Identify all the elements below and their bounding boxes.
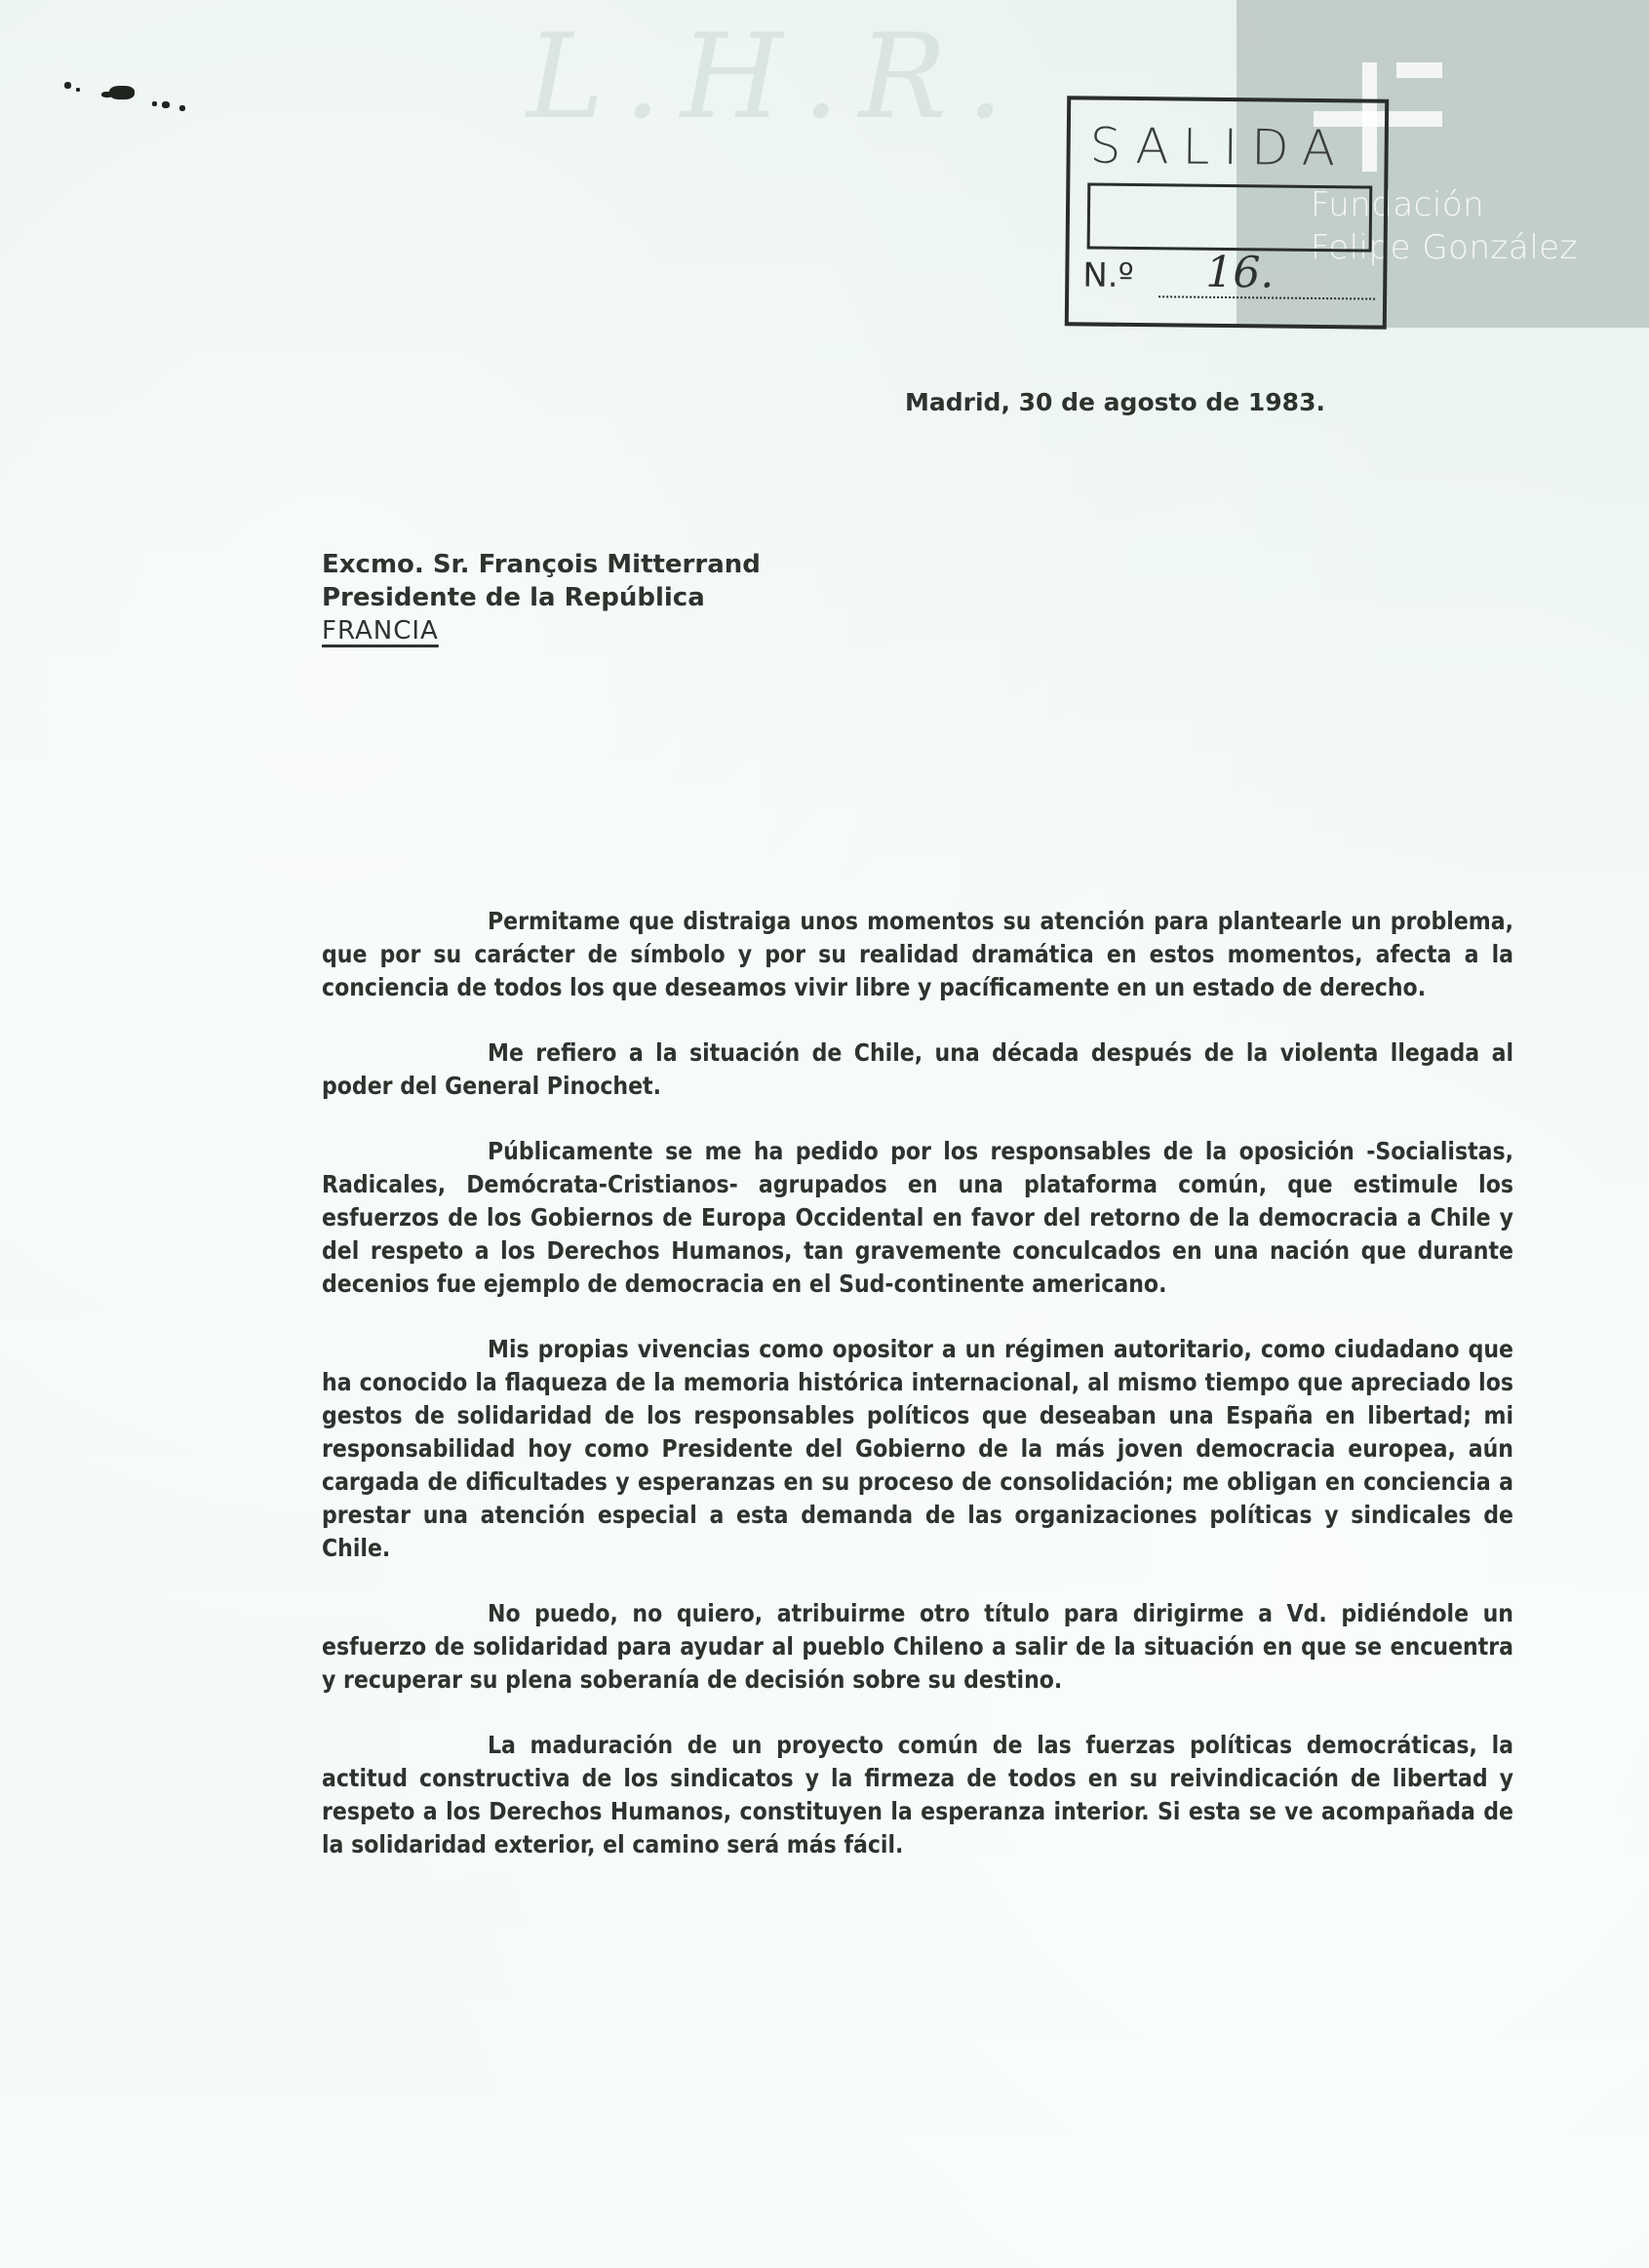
body-paragraph: Públicamente se me ha pedido por los responsables de la oposición -Socialistas, Radicales, Demócrata-Cristianos- agrupados en una plataforma común, que estimule los esfuerzos de los Gobiernos de Europa Occidental en favor del retorno de la democracia a Chile y del respeto a los Derechos Humanos, tan gravemente conculcados en una nación que durante decenios fue ejemplo de democracia en el Sud-continente americano. — [322, 1137, 1513, 1298]
stamp-title: SALIDA — [1089, 117, 1350, 177]
stamp-number-label: N.º — [1082, 255, 1134, 296]
recipient-title: Presidente de la República — [322, 583, 705, 612]
letterhead-watermark: L.H.R. — [527, 10, 1024, 145]
body-paragraph: Mis propias vivencias como opositor a un régimen autoritario, como ciudadano que ha conocido la flaqueza de la memoria histórica internacional, al mismo tiempo que apreciado los gestos de solidaridad de los responsables políticos que deseaban una España en libertad; mi responsabilidad hoy como Presidente del Gobierno de la más joven democracia europea, aún cargada de dificultades y esperanzas en su proceso de consolidación; me obligan en conciencia a prestar una atención especial a esta demanda de las organizaciones políticas y sindicales de Chile. — [322, 1335, 1513, 1562]
stamp-blank-box — [1087, 183, 1373, 253]
outgoing-registry-stamp — [1065, 96, 1389, 329]
body-paragraph: No puedo, no quiero, atribuirme otro título para dirigirme a Vd. pidiéndole un esfuerzo de solidaridad para ayudar al pueblo Chileno a salir de la situación en que se encuentra y recuperar su plena soberanía de decisión sobre su destino. — [322, 1599, 1513, 1694]
body-paragraph: La maduración de un proyecto común de las fuerzas políticas democráticas, la actitud constructiva de los sindicatos y la firmeza de todos en su reivindicación de libertad y respeto a los Derechos Humanos, constituyen la esperanza interior. Si esta se ve acompañada de la solidaridad exterior, el camino será más fácil. — [322, 1731, 1513, 1858]
stamp-number-value: 16. — [1205, 247, 1275, 298]
recipient-country: FRANCIA — [322, 616, 439, 645]
recipient-address — [322, 548, 761, 647]
letter-body — [322, 905, 1513, 1894]
body-paragraph: Permitame que distraiga unos momentos su atención para plantearle un problema, que por su carácter de símbolo y por su realidad dramática en estos momentos, afecta a la conciencia de todos los que deseamos vivir libre y pacíficamente en un estado de derecho. — [322, 907, 1513, 1001]
foundation-name-line1: Fundación — [1311, 185, 1485, 224]
recipient-name: Excmo. Sr. François Mitterrand — [322, 550, 761, 579]
letter-date: Madrid, 30 de agosto de 1983. — [905, 388, 1325, 416]
body-paragraph: Me refiero a la situación de Chile, una década después de la violenta llegada al poder del General Pinochet. — [322, 1038, 1513, 1100]
foundation-name-line2: Felipe González — [1311, 228, 1578, 267]
